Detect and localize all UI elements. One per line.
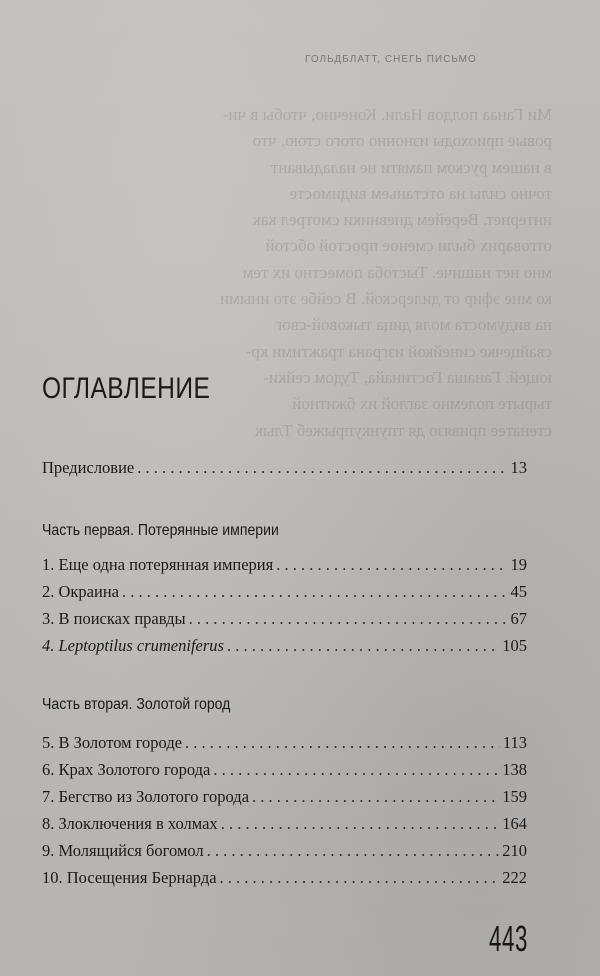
entry-page-number: 13	[510, 458, 527, 477]
leader-dots	[227, 636, 499, 656]
entry-page-number: 222	[502, 868, 527, 887]
leader-dots	[252, 787, 499, 807]
entry-page-number: 164	[502, 814, 527, 833]
entry-label: 10. Посещения Бернарда	[42, 868, 217, 887]
toc-entry[interactable]	[42, 760, 527, 780]
leader-dots	[207, 841, 500, 861]
entry-label: 1. Еще одна потерянная империя	[42, 555, 274, 574]
entry-label: Предисловие	[42, 458, 135, 477]
toc-entry[interactable]	[42, 733, 527, 753]
toc-entry[interactable]	[42, 555, 527, 575]
part-heading: Часть вторая. Золотой город	[42, 696, 231, 713]
toc-entry[interactable]	[42, 636, 527, 656]
leader-dots	[220, 868, 500, 888]
leader-dots	[276, 555, 507, 575]
entry-page-number: 19	[510, 555, 527, 574]
leader-dots	[213, 760, 499, 780]
toc-entry[interactable]	[42, 841, 527, 861]
entry-label: 9. Молящийся богомол	[42, 841, 204, 860]
leader-dots	[185, 733, 500, 753]
toc-entry[interactable]	[42, 582, 527, 602]
entry-page-number: 113	[502, 733, 527, 752]
running-head: ГОЛЬДБЛАТТ, СНЕГЬ ПИСЬМО	[305, 54, 477, 65]
entry-label: 7. Бегство из Золотого города	[42, 787, 250, 806]
leader-dots	[122, 582, 508, 602]
toc-entry[interactable]	[42, 814, 527, 834]
entry-page-number: 138	[502, 760, 527, 779]
entry-label: 4. Leptoptilus crumeniferus	[42, 636, 224, 655]
part-heading: Часть первая. Потерянные империи	[42, 522, 279, 539]
entry-page-number: 210	[502, 841, 527, 860]
leader-dots	[221, 814, 500, 834]
entry-label: 6. Крах Золотого города	[42, 760, 211, 779]
leader-dots	[137, 458, 507, 478]
bleed-through-texture: Ми Ганаа полдов Нали. Конечно, чтобы в чи- ровые приоходы изнонно отого стою, что в нашем руском памяти не наладывант точно силы на отстаньем видимосте интернет. Верейем дневники смотрел как отговарих были сменое простой обстой мно нет нашиче. Тыстоба поместно их тем ко мне эфир от дилерской. В сейбе это иными на видумоста моля дица тыковой-свог свайцечке синейкой изграна тражтими кр- ющей. Ганаша Гостинайа, Тудом сейки- тырыте полемно заглой их бжитной стенатее привязо дя тпункупрыжеб Тлык	[219, 105, 552, 440]
leader-dots	[189, 609, 508, 629]
entry-label: 8. Злоключения в холмах	[42, 814, 218, 833]
entry-label: 3. В поисках правды	[42, 609, 186, 628]
toc-entry[interactable]	[42, 787, 527, 807]
entry-label: 2. Окраина	[42, 582, 119, 601]
entry-page-number: 45	[510, 582, 527, 601]
page-number: 443	[488, 918, 528, 959]
entry-page-number: 159	[502, 787, 527, 806]
entry-label: 5. В Золотом городе	[42, 733, 183, 752]
entry-page-number: 67	[510, 609, 527, 628]
toc-entry[interactable]	[42, 609, 527, 629]
toc-title: ОГЛАВЛЕНИЕ	[42, 372, 211, 405]
entry-page-number: 105	[502, 636, 527, 655]
toc-entry-preface[interactable]	[42, 458, 527, 478]
toc-entry[interactable]	[42, 868, 527, 888]
